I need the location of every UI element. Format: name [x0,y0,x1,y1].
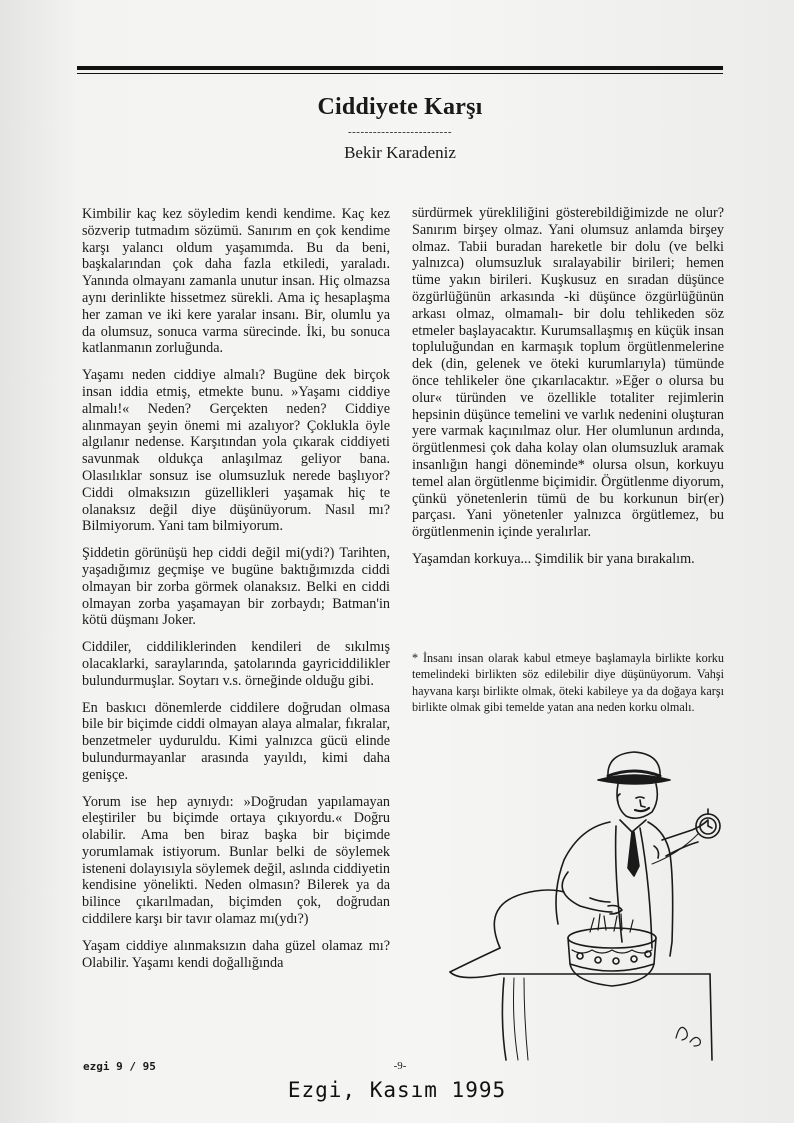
right-column [412,205,724,578]
issue-label: ezgi 9 / 95 [83,1060,156,1073]
paragraph: Ciddiler, ciddiliklerinden kendileri de sıkılmış olacaklarki, saraylarında, şatolarında gayriciddilikler bulundurmuşlar. Soytarı v.s. örneğinde olduğu gibi. [82,639,390,689]
title-divider: ------------------------- [347,126,453,138]
paragraph: Yaşamı neden ciddiye almalı? Bugüne dek birçok insan iddia etmiş, etmekte bunu. »Yaşamı ciddiye almalı!« Neden? Gerçekten neden? Ciddiye alınmayan şeyin önemi mi azalıyor? Çoklukla öyle algılanır nedense. Karşıtından yola çıkarak ciddiyeti savunmak oldukça anlaşılmaz geliyor bana. Olasılıklar sonsuz ise olumsuzluk nerede başlıyor? Ciddi olmaksızın güzellikleri yaşamak hiç te olanaksız değil diye düşünüyorum. Nasıl mı? Bilmiyorum. Yani tam bilmiyorum. [82,367,390,535]
man-with-pocket-watch-and-cake-drawing [440,742,730,1062]
paragraph: Yaşamdan korkuya... Şimdilik bir yana bırakalım. [412,550,695,567]
article-author: Bekir Karadeniz [344,143,456,162]
left-column [82,206,390,981]
footnote: * İnsanı insan olarak kabul etmeye başlamayla birlikte korku temelindeki birlikten söz edilebilir diye düşünüyorum. Vahşi hayvana karşı birlikte olmak, öteki kabileye ya da doğaya karşı birlikte olmak gibi temelde yatan ana neden korku olmalı. [412,651,724,715]
paragraph: Kimbilir kaç kez söyledim kendi kendime. Kaç kez sözverip tutmadım sözümü. Sanırım en çok kendime karşı yalancı oldum yaşamımda. Bu da beni, başkalarından çok daha fazla etkiledi, yaraladı. Yanında olmayanı zamanla unutur insan. Hiç olmazsa aynı derinlikte hissetmez sürekli. Ama iç hesaplaşma her zaman ve iki kere yaralar insanı. Bir, olumlu ya da olumsuz, sonuca varma sürecinde. İki, bu sonuca katlanmanın zorluğunda. [82,206,390,357]
artist-signature [676,1027,700,1046]
back [556,822,610,924]
head [617,784,657,818]
header-rule-thin [77,73,723,74]
source-caption: Ezgi, Kasım 1995 [287,1078,507,1102]
paragraph: Yorum ise hep aynıydı: »Doğrudan yapılamayan eleştiriler bu biçimde ortaya çıkıyordu.« Doğru olabilir. Ama ben biraz başka bir biçimde yorumlamak istiyorum. Bunlar belki de söylemek isteneni dolayısıyla söylemek değil, aslında ciddiyetin kendisine yönelikti. Neden olmasın? Bilerek ya da bilince çıkarılmadan, biçimden çok, doğrudan ciddilere karşı bir tavır olamaz mı(ydı?) [82,793,390,928]
paragraph: En baskıcı dönemlerde ciddilere doğrudan olmasa bile bir biçimde ciddi olmayan alaya almalar, fıkralar, benzetmeler uyduruldu. Kimi yalnızca gücü elinde bulundurmayanlar arasında yayıldı, kimi daha genişçe. [82,699,390,783]
left-arm [562,872,612,912]
paragraph: Şiddetin görünüşü hep ciddi değil mi(ydi?) Tarihten, yaşadığımız geçmişe ve bugüne baktığımızda ciddi olmayan bir zorba görmek olanaksız. Belki en ciddi olmayan zorba yaşamayan bir zorbaydı; Batman'in kötü düşmanı Joker. [82,545,390,629]
header-rule-thick [77,66,723,70]
cake-top [568,928,656,948]
article-title: Ciddiyete Karşı [317,94,483,120]
page-number: -9- [393,1060,407,1072]
paragraph: sürdürmek yürekliliğini gösterebildiğimizde ne olur? Sanırım birşey olmaz. Yani olumsuz anlamda birşey olmaz. Tabii buradan hareketle bir dolu (ve belki yalnızca) olumsuzluk sıralayabilir birileri; hemen tüme yakın birileri. Kuşkusuz en sıradan düşünce özgürlüğünün arkasında -ki düşünce özgürlüğünün arkası olmaz, olmamalı- bir dolu tehlikeden söz etmeler başlayacaktır. Kurumsallaşmış en küçük insan topluluğundan en karmaşık toplum örgütlenmelerine dek (din, gelenek ve öteki kurumlarıyla) tümünde önce tehlikeler öne çıkarılacaktır. »Eğer o olursa bu olur« türünden ve özellikle totaliter rejimlerin hepsinin düşünce temelini ve varlık nedenini oluşturan yere varmak kaçınılmaz olur. Her olumlunun ardında, örgütlenmesi çok daha kolay olan olumsuzluk aramak insanlığın hangi döneminde* olursa olsun, korkuyu temel alan örgütlenme biçimidir. Örgütlenme diyorum, çünkü yönetenlerin tümü de bu korkunun bir(er) parçası. Yani yönetenler yalnızca örgütlemez, bu örgütlenmenin içinde yeralırlar. [412,205,724,541]
paragraph: Yaşam ciddiye alınmaksızın daha güzel olamaz mı? Olabilir. Yaşamı kendi doğallığında [82,937,390,971]
